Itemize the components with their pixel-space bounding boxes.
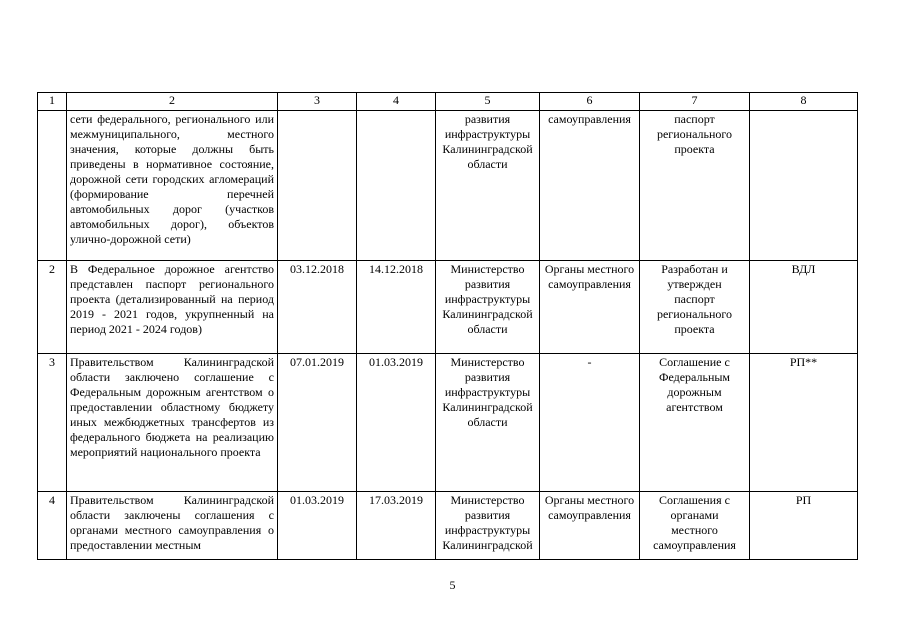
responsible-cell: Министерство развития инфраструктуры Калининградской — [436, 492, 540, 560]
start-date-cell — [278, 111, 357, 261]
level-cell: РП — [750, 492, 858, 560]
result-cell: Соглашение с Федеральным дорожным агентством — [640, 354, 750, 492]
header-cell: 6 — [540, 93, 640, 111]
row-number-cell: 2 — [38, 261, 67, 354]
result-cell: Разработан и утвержден паспорт регионального проекта — [640, 261, 750, 354]
coexecutor-cell: Органы местного самоуправления — [540, 261, 640, 354]
row-number-cell — [38, 111, 67, 261]
table-row — [38, 354, 858, 492]
table-row — [38, 492, 858, 560]
end-date-cell: 17.03.2019 — [357, 492, 436, 560]
table-header-row — [38, 93, 858, 111]
result-cell: паспорт регионального проекта — [640, 111, 750, 261]
start-date-cell: 03.12.2018 — [278, 261, 357, 354]
start-date-cell: 01.03.2019 — [278, 492, 357, 560]
responsible-cell: развития инфраструктуры Калининградской области — [436, 111, 540, 261]
header-cell: 3 — [278, 93, 357, 111]
responsible-cell: Министерство развития инфраструктуры Калининградской области — [436, 261, 540, 354]
event-cell: сети федерального, регионального или межмуниципального, местного значения, которые должны быть приведены в нормативное состояние, дорожной сети городских агломераций (формирование перечней автомобильных дорог (участков автомобильных дорог), объектов улично-дорожной сети) — [67, 111, 278, 261]
responsible-cell: Министерство развития инфраструктуры Калининградской области — [436, 354, 540, 492]
event-cell: Правительством Калининградской области заключено соглашение с Федеральным дорожным агентством о предоставлении областному бюджету иных межбюджетных трансфертов из федерального бюджета на реализацию мероприятий национального проекта — [67, 354, 278, 492]
end-date-cell — [357, 111, 436, 261]
level-cell — [750, 111, 858, 261]
event-cell: В Федеральное дорожное агентство представлен паспорт регионального проекта (детализированный на период 2019 - 2021 годов, укрупненный на период 2021 - 2024 годов) — [67, 261, 278, 354]
level-cell: ВДЛ — [750, 261, 858, 354]
event-cell: Правительством Калининградской области заключены соглашения с органами местного самоуправления о предоставлении местным — [67, 492, 278, 560]
result-cell: Соглашения с органами местного самоуправления — [640, 492, 750, 560]
row-number-cell: 3 — [38, 354, 67, 492]
row-number-cell: 4 — [38, 492, 67, 560]
level-cell: РП** — [750, 354, 858, 492]
coexecutor-cell: - — [540, 354, 640, 492]
header-cell: 7 — [640, 93, 750, 111]
document-table — [37, 92, 858, 560]
table-row — [38, 261, 858, 354]
header-cell: 8 — [750, 93, 858, 111]
table-row — [38, 111, 858, 261]
end-date-cell: 01.03.2019 — [357, 354, 436, 492]
header-cell: 4 — [357, 93, 436, 111]
coexecutor-cell: Органы местного самоуправления — [540, 492, 640, 560]
end-date-cell: 14.12.2018 — [357, 261, 436, 354]
coexecutor-cell: самоуправления — [540, 111, 640, 261]
header-cell: 5 — [436, 93, 540, 111]
header-cell: 1 — [38, 93, 67, 111]
page-number: 5 — [449, 578, 456, 592]
start-date-cell: 07.01.2019 — [278, 354, 357, 492]
header-cell: 2 — [67, 93, 278, 111]
